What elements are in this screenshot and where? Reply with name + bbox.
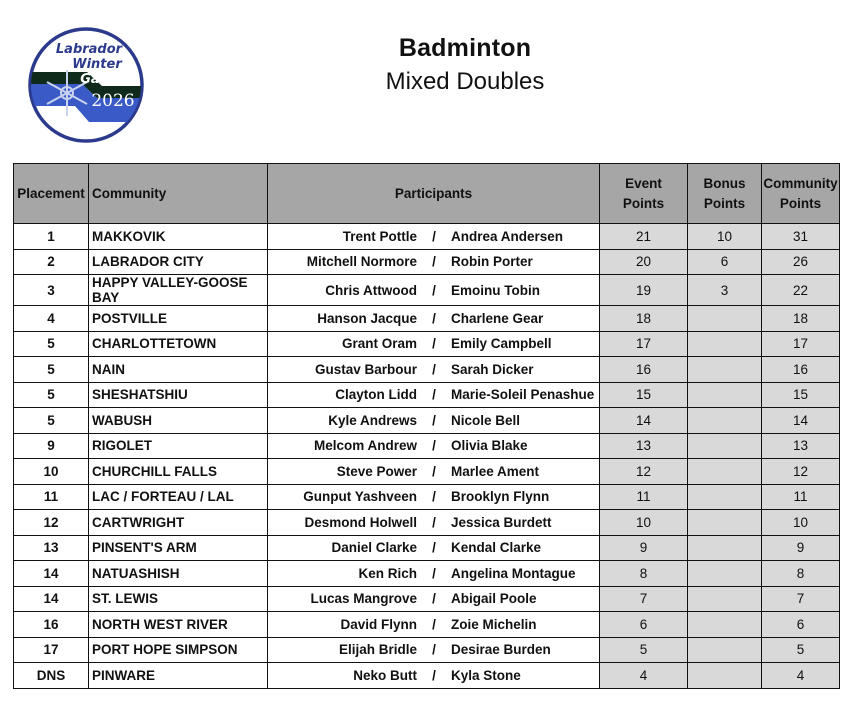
community-points-cell: 18 <box>762 306 840 332</box>
placement-cell: 10 <box>14 459 89 485</box>
bonus-points-cell <box>688 612 762 638</box>
bonus-points-cell <box>688 586 762 612</box>
community-cell: NAIN <box>89 357 268 383</box>
community-points-cell: 4 <box>762 663 840 689</box>
table-row <box>14 612 840 638</box>
community-cell: CHARLOTTETOWN <box>89 331 268 357</box>
placement-cell: 5 <box>14 408 89 434</box>
participant-separator: / <box>432 336 436 352</box>
participant-2: Abigail Poole <box>451 591 537 607</box>
label: Points <box>622 195 665 211</box>
community-cell: POSTVILLE <box>89 306 268 332</box>
participant-2: Marie-Soleil Penashue <box>451 387 595 403</box>
label: Event <box>625 175 662 191</box>
bonus-points-cell <box>688 382 762 408</box>
participants-cell <box>268 561 600 587</box>
community-cell: PORT HOPE SIMPSON <box>89 637 268 663</box>
table-row <box>14 484 840 510</box>
participant-2: Zoie Michelin <box>451 616 537 632</box>
placement-cell: 12 <box>14 510 89 536</box>
event-subtitle: Mixed Doubles <box>385 68 545 95</box>
event-points-cell: 4 <box>600 663 688 689</box>
participants-cell <box>268 433 600 459</box>
bonus-points-cell <box>688 561 762 587</box>
community-cell: LABRADOR CITY <box>89 249 268 275</box>
table-row <box>14 535 840 561</box>
participant-1: Neko Butt <box>353 667 417 683</box>
community-points-cell: 15 <box>762 382 840 408</box>
community-points-cell: 26 <box>762 249 840 275</box>
placement-cell: 9 <box>14 433 89 459</box>
community-points-cell: 7 <box>762 586 840 612</box>
participants-cell <box>268 637 600 663</box>
participants-cell <box>268 382 600 408</box>
bonus-points-cell: 6 <box>688 249 762 275</box>
participant-separator: / <box>432 591 436 607</box>
participant-1: Trent Pottle <box>342 228 417 244</box>
community-points-cell: 6 <box>762 612 840 638</box>
col-header-community: Community <box>89 164 268 224</box>
event-points-cell: 17 <box>600 331 688 357</box>
bonus-points-cell <box>688 510 762 536</box>
participant-1: Gustav Barbour <box>314 361 417 377</box>
table-header-row <box>14 164 840 224</box>
participant-1: Gunput Yashveen <box>303 489 417 505</box>
community-points-cell: 8 <box>762 561 840 587</box>
bonus-points-cell <box>688 408 762 434</box>
participant-1: Hanson Jacque <box>317 310 417 326</box>
col-header-event-points <box>600 164 688 224</box>
community-points-cell: 9 <box>762 535 840 561</box>
event-points-cell: 19 <box>600 275 688 306</box>
participants-cell <box>268 331 600 357</box>
community-cell: LAC / FORTEAU / LAL <box>89 484 268 510</box>
event-points-cell: 8 <box>600 561 688 587</box>
labrador-winter-games-logo <box>27 26 145 144</box>
sport-title: Badminton <box>398 34 532 62</box>
community-points-cell: 16 <box>762 357 840 383</box>
event-points-cell: 13 <box>600 433 688 459</box>
participant-2: Desirae Burden <box>451 642 551 658</box>
participant-1: Melcom Andrew <box>313 438 417 454</box>
participant-separator: / <box>432 489 436 505</box>
participant-separator: / <box>432 540 436 556</box>
event-points-cell: 21 <box>600 224 688 250</box>
community-points-cell: 31 <box>762 224 840 250</box>
placement-cell: 5 <box>14 382 89 408</box>
bonus-points-cell <box>688 433 762 459</box>
participants-cell <box>268 586 600 612</box>
participant-separator: / <box>432 282 436 298</box>
participant-separator: / <box>432 463 436 479</box>
placement-cell: 1 <box>14 224 89 250</box>
participant-separator: / <box>432 438 436 454</box>
participant-2: Emoinu Tobin <box>451 282 540 298</box>
placement-cell: 5 <box>14 331 89 357</box>
participant-1: Steve Power <box>336 463 417 479</box>
event-points-cell: 15 <box>600 382 688 408</box>
table-row <box>14 586 840 612</box>
bonus-points-cell: 3 <box>688 275 762 306</box>
label: Points <box>779 195 822 211</box>
table-row <box>14 249 840 275</box>
event-points-cell: 5 <box>600 637 688 663</box>
bonus-points-cell <box>688 637 762 663</box>
participants-cell <box>268 408 600 434</box>
placement-cell: 14 <box>14 586 89 612</box>
participant-2: Emily Campbell <box>451 336 552 352</box>
participants-cell <box>268 224 600 250</box>
participant-1: Kyle Andrews <box>328 412 417 428</box>
placement-cell: 2 <box>14 249 89 275</box>
event-points-cell: 12 <box>600 459 688 485</box>
table-row <box>14 510 840 536</box>
community-points-cell: 12 <box>762 459 840 485</box>
participant-1: Daniel Clarke <box>331 540 417 556</box>
participant-1: Mitchell Normore <box>306 254 417 270</box>
table-row <box>14 224 840 250</box>
community-points-cell: 14 <box>762 408 840 434</box>
participants-cell <box>268 275 600 306</box>
event-points-cell: 20 <box>600 249 688 275</box>
label: Points <box>703 195 746 211</box>
participant-separator: / <box>432 642 436 658</box>
table-row <box>14 408 840 434</box>
table-row <box>14 433 840 459</box>
table-row <box>14 663 840 689</box>
participant-2: Charlene Gear <box>451 310 544 326</box>
participant-2: Kendal Clarke <box>451 540 542 556</box>
participant-2: Angelina Montague <box>451 565 576 581</box>
participants-cell <box>268 249 600 275</box>
svg-text:Winter: Winter <box>72 57 122 72</box>
event-points-cell: 14 <box>600 408 688 434</box>
event-points-cell: 6 <box>600 612 688 638</box>
community-cell: PINSENT'S ARM <box>89 535 268 561</box>
community-cell: CARTWRIGHT <box>89 510 268 536</box>
event-points-cell: 10 <box>600 510 688 536</box>
col-header-placement: Placement <box>14 164 89 224</box>
community-points-cell: 10 <box>762 510 840 536</box>
participant-1: Grant Oram <box>341 336 417 352</box>
community-cell: RIGOLET <box>89 433 268 459</box>
bonus-points-cell <box>688 459 762 485</box>
placement-cell: 3 <box>14 275 89 306</box>
community-points-cell: 13 <box>762 433 840 459</box>
table-row <box>14 459 840 485</box>
svg-text:Labrador: Labrador <box>55 42 123 57</box>
col-header-participants: Participants <box>268 164 600 224</box>
svg-text:2026: 2026 <box>91 91 135 111</box>
participant-2: Kyla Stone <box>451 667 521 683</box>
community-cell: MAKKOVIK <box>89 224 268 250</box>
participant-2: Brooklyn Flynn <box>451 489 550 505</box>
participant-1: Ken Rich <box>358 565 417 581</box>
table-row <box>14 382 840 408</box>
community-cell: SHESHATSHIU <box>89 382 268 408</box>
community-cell: PINWARE <box>89 663 268 689</box>
community-cell: CHURCHILL FALLS <box>89 459 268 485</box>
bonus-points-cell <box>688 535 762 561</box>
event-points-cell: 7 <box>600 586 688 612</box>
participant-1: Clayton Lidd <box>335 387 417 403</box>
participant-2: Marlee Ament <box>451 463 540 479</box>
participant-separator: / <box>432 387 436 403</box>
participant-1: Chris Attwood <box>325 282 417 298</box>
placement-cell: 16 <box>14 612 89 638</box>
community-cell: NATUASHISH <box>89 561 268 587</box>
participant-2: Andrea Andersen <box>451 228 564 244</box>
participant-separator: / <box>432 310 436 326</box>
participant-1: Desmond Holwell <box>304 514 417 530</box>
table-row <box>14 561 840 587</box>
svg-text:Games: Games <box>80 72 130 87</box>
table-row <box>14 275 840 306</box>
bonus-points-cell <box>688 484 762 510</box>
bonus-points-cell <box>688 663 762 689</box>
bonus-points-cell <box>688 306 762 332</box>
placement-cell: 13 <box>14 535 89 561</box>
event-points-cell: 11 <box>600 484 688 510</box>
participant-separator: / <box>432 412 436 428</box>
participant-separator: / <box>432 228 436 244</box>
community-points-cell: 5 <box>762 637 840 663</box>
participant-1: Elijah Bridle <box>338 642 417 658</box>
participant-2: Jessica Burdett <box>451 514 552 530</box>
community-points-cell: 22 <box>762 275 840 306</box>
participant-2: Olivia Blake <box>451 438 528 454</box>
participants-cell <box>268 357 600 383</box>
bonus-points-cell <box>688 331 762 357</box>
participant-separator: / <box>432 514 436 530</box>
event-points-cell: 18 <box>600 306 688 332</box>
col-header-community-points <box>762 164 840 224</box>
placement-cell: 5 <box>14 357 89 383</box>
participant-separator: / <box>432 565 436 581</box>
bonus-points-cell <box>688 357 762 383</box>
participants-cell <box>268 663 600 689</box>
community-points-cell: 17 <box>762 331 840 357</box>
participant-2: Nicole Bell <box>451 412 521 428</box>
placement-cell: DNS <box>14 663 89 689</box>
community-cell: HAPPY VALLEY-GOOSE BAY <box>89 275 268 306</box>
participant-2: Robin Porter <box>451 254 533 270</box>
participant-separator: / <box>432 667 436 683</box>
participant-separator: / <box>432 616 436 632</box>
participants-cell <box>268 306 600 332</box>
placement-cell: 17 <box>14 637 89 663</box>
table-row <box>14 637 840 663</box>
table-row <box>14 306 840 332</box>
event-points-cell: 16 <box>600 357 688 383</box>
participant-1: David Flynn <box>340 616 417 632</box>
participant-separator: / <box>432 361 436 377</box>
participant-2: Sarah Dicker <box>451 361 534 377</box>
placement-cell: 4 <box>14 306 89 332</box>
bonus-points-cell: 10 <box>688 224 762 250</box>
community-points-cell: 11 <box>762 484 840 510</box>
community-cell: ST. LEWIS <box>89 586 268 612</box>
participant-separator: / <box>432 254 436 270</box>
participants-cell <box>268 535 600 561</box>
label: Community <box>763 175 838 191</box>
participants-cell <box>268 484 600 510</box>
participants-cell <box>268 510 600 536</box>
col-header-bonus-points <box>688 164 762 224</box>
participant-1: Lucas Mangrove <box>310 591 417 607</box>
label: Bonus <box>703 175 746 191</box>
event-points-cell: 9 <box>600 535 688 561</box>
results-table <box>13 163 840 689</box>
table-row <box>14 357 840 383</box>
community-cell: NORTH WEST RIVER <box>89 612 268 638</box>
participants-cell <box>268 459 600 485</box>
participants-cell <box>268 612 600 638</box>
community-cell: WABUSH <box>89 408 268 434</box>
placement-cell: 14 <box>14 561 89 587</box>
placement-cell: 11 <box>14 484 89 510</box>
table-row <box>14 331 840 357</box>
